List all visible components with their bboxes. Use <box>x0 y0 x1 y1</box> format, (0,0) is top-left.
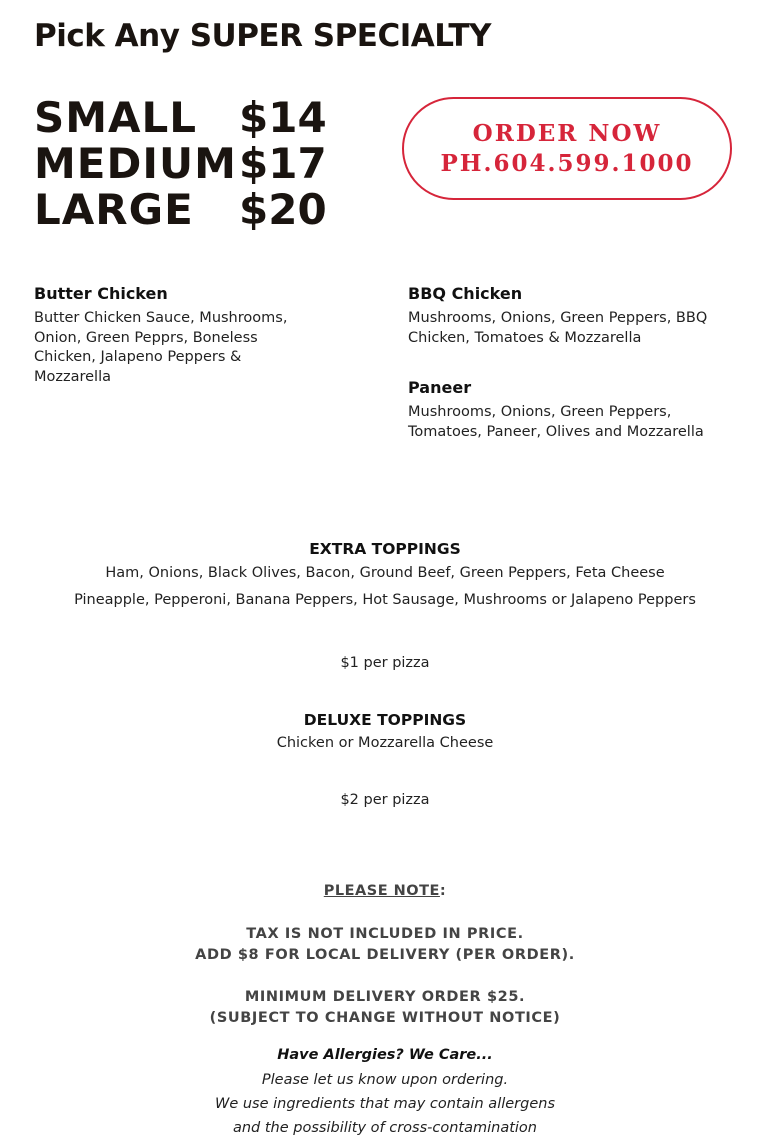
size-row-small <box>34 92 327 142</box>
page-title: Pick Any SUPER SPECIALTY <box>34 18 491 54</box>
note-line: TAX IS NOT INCLUDED IN PRICE. <box>246 926 524 942</box>
size-price: $20 <box>239 184 327 234</box>
order-phone-label: PH.604.599.1000 <box>440 149 694 177</box>
size-name: SMALL <box>34 92 198 142</box>
allergies-heading: Have Allergies? We Care... <box>277 1047 493 1063</box>
allergies-line: We use ingredients that may contain allergens <box>214 1096 556 1112</box>
extra-toppings-price: $1 per pizza <box>340 655 430 671</box>
specialty-paneer <box>408 378 708 442</box>
order-now-label: ORDER NOW <box>472 119 662 147</box>
size-price-list <box>34 92 327 234</box>
allergies-line: and the possibility of cross-contamination <box>232 1120 537 1136</box>
please-note-colon: : <box>439 883 447 899</box>
specialty-name: Paneer <box>408 378 472 397</box>
specialty-bbq-chicken <box>408 284 708 348</box>
please-note-heading <box>0 883 770 899</box>
extra-toppings-list-line2: Pineapple, Pepperoni, Banana Peppers, Hot Sausage, Mushrooms or Jalapeno Peppers <box>74 592 696 608</box>
specialty-description: Butter Chicken Sauce, Mushrooms, Onion, Green Pepprs, Boneless Chicken, Jalapeno Peppers & Mozzarella <box>34 310 288 385</box>
size-name: LARGE <box>34 184 194 234</box>
specialty-description: Mushrooms, Onions, Green Peppers, BBQ Chicken, Tomatoes & Mozzarella <box>408 310 708 346</box>
allergies-line: Please let us know upon ordering. <box>261 1072 509 1088</box>
specialty-butter-chicken <box>34 284 314 387</box>
deluxe-toppings-list: Chicken or Mozzarella Cheese <box>276 735 494 751</box>
note-line: MINIMUM DELIVERY ORDER $25. <box>244 989 526 1005</box>
deluxe-toppings-heading: DELUXE TOPPINGS <box>303 711 467 729</box>
note-line: ADD $8 FOR LOCAL DELIVERY (PER ORDER). <box>195 947 575 963</box>
please-note-label: PLEASE NOTE <box>323 883 440 899</box>
extra-toppings-heading: EXTRA TOPPINGS <box>309 540 461 558</box>
size-row-medium <box>34 138 327 188</box>
note-line: (SUBJECT TO CHANGE WITHOUT NOTICE) <box>209 1010 561 1026</box>
size-price: $14 <box>239 92 327 142</box>
size-name: MEDIUM <box>34 138 237 188</box>
specialty-name: BBQ Chicken <box>408 284 523 303</box>
order-now-button[interactable] <box>402 97 732 200</box>
size-row-large <box>34 184 327 234</box>
specialty-name: Butter Chicken <box>34 284 168 303</box>
extra-toppings-list-line1: Ham, Onions, Black Olives, Bacon, Ground Beef, Green Peppers, Feta Cheese <box>105 565 665 581</box>
specialty-description: Mushrooms, Onions, Green Peppers, Tomatoes, Paneer, Olives and Mozzarella <box>408 404 704 440</box>
size-price: $17 <box>239 138 327 188</box>
deluxe-toppings-price: $2 per pizza <box>340 792 430 808</box>
